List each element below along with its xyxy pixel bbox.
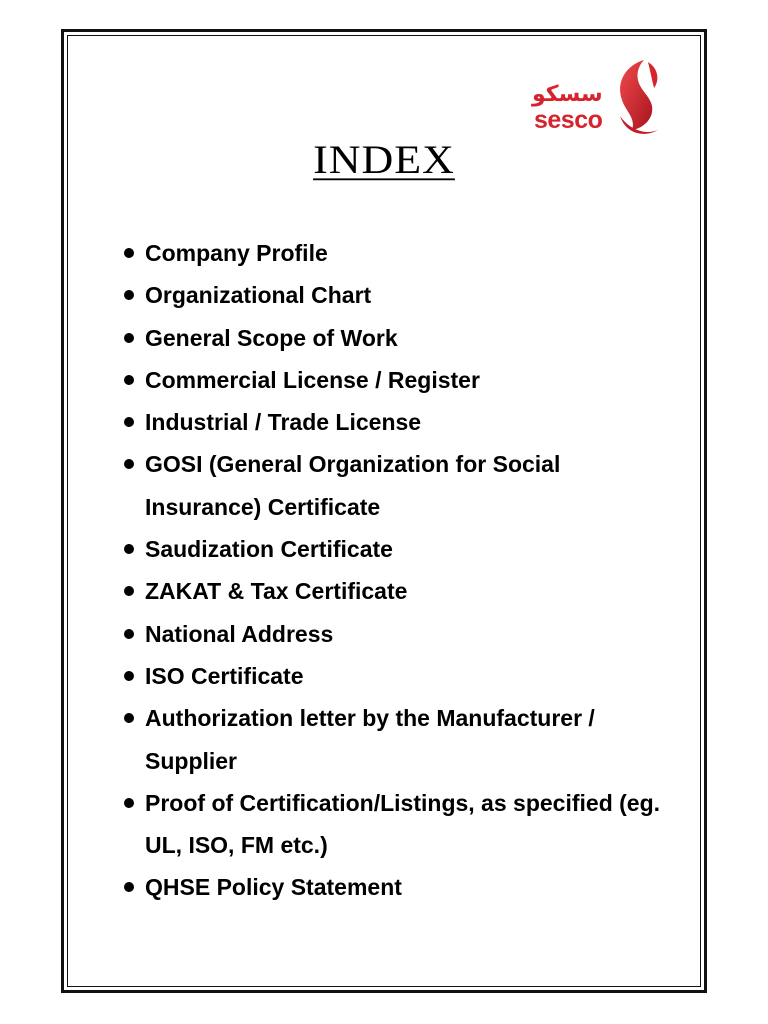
logo-swoosh-icon [614,58,664,140]
page-title: INDEX [313,137,455,183]
list-item: Authorization letter by the Manufacturer / Supplier [121,697,681,782]
list-item: GOSI (General Organization for Social Insurance) Certificate [121,443,681,528]
list-item: Saudization Certificate [121,528,681,570]
list-item: Organizational Chart [121,274,681,316]
sesco-logo [528,58,664,140]
list-item: Commercial License / Register [121,359,681,401]
list-item: Company Profile [121,232,681,274]
list-item: General Scope of Work [121,317,681,359]
list-item: Industrial / Trade License [121,401,681,443]
list-item: Proof of Certification/Listings, as specified (eg. UL, ISO, FM etc.) [121,782,681,867]
list-item: ISO Certificate [121,655,681,697]
list-item: ZAKAT & Tax Certificate [121,570,681,612]
logo-arabic-text: سسكو [532,82,603,107]
logo-brand-text: sesco [534,106,603,134]
list-item: National Address [121,613,681,655]
index-list [121,232,681,909]
list-item: QHSE Policy Statement [121,866,681,908]
